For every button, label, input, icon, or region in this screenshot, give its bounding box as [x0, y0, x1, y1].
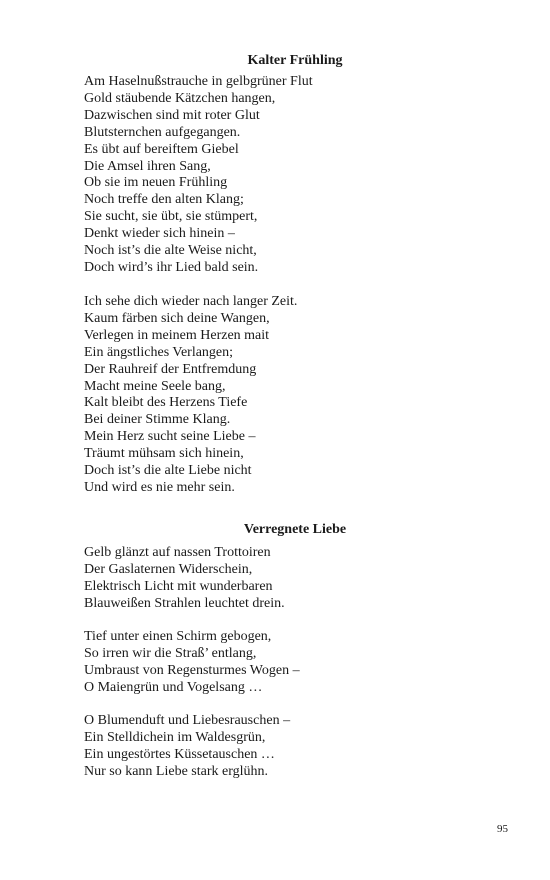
verse-line: Kaum färben sich deine Wangen,: [84, 310, 270, 326]
verse-line: Macht meine Seele bang,: [84, 378, 226, 394]
verse-line: Ein ängstliches Verlangen;: [84, 344, 234, 360]
verse-line: Dazwischen sind mit roter Glut: [84, 107, 260, 123]
verse-line: O Blumenduft und Liebesrauschen –: [84, 713, 291, 728]
verse-line: Noch ist’s die alte Weise nicht,: [84, 243, 257, 259]
verse-line: Und wird es nie mehr sein.: [84, 479, 235, 495]
verse-line: Umbraust von Regensturmes Wogen –: [84, 662, 300, 678]
verse-line: Die Amsel ihren Sang,: [84, 158, 211, 174]
verse-line: Der Gaslaternen Widerschein,: [84, 561, 253, 577]
verse-line: Kalt bleibt des Herzens Tiefe: [84, 395, 248, 411]
verse-line: Ein ungestörtes Küssetauschen …: [84, 746, 275, 762]
verse-line: Elektrisch Licht mit wunderbaren: [84, 578, 273, 594]
page-number: 95: [497, 823, 508, 835]
verse-line: Verlegen in meinem Herzen mait: [84, 327, 270, 343]
verse-line: Ich sehe dich wieder nach langer Zeit.: [84, 294, 298, 309]
verse-line: Mein Herz sucht seine Liebe –: [84, 429, 256, 445]
verse-line: Nur so kann Liebe stark erglühn.: [84, 763, 269, 779]
verse-line: Denkt wieder sich hinein –: [84, 226, 235, 242]
verse-line: Träumt mühsam sich hinein,: [84, 446, 244, 462]
verse-line: Es übt auf bereiftem Giebel: [84, 141, 239, 157]
poem-title: Kalter Frühling: [247, 53, 343, 68]
poem-title: Verregnete Liebe: [243, 522, 347, 537]
verse-line: Doch ist’s die alte Liebe nicht: [84, 463, 252, 479]
verse-line: Am Haselnußstrauche in gelbgrüner Flut: [84, 74, 313, 89]
stanza: [84, 74, 524, 277]
verse-line: Blutsternchen aufgegangen.: [84, 124, 241, 140]
verse-line: Tief unter einen Schirm gebogen,: [84, 629, 272, 644]
verse-line: Doch wird’s ihr Lied bald sein.: [84, 259, 259, 275]
verse-line: Gold stäubende Kätzchen hangen,: [84, 90, 276, 106]
verse-line: Noch treffe den alten Klang;: [84, 192, 244, 208]
stanza: [84, 294, 524, 497]
verse-line: Der Rauhreif der Entfremdung: [84, 361, 257, 377]
verse-line: Blauweißen Strahlen leuchtet drein.: [84, 595, 285, 611]
verse-line: Bei deiner Stimme Klang.: [84, 412, 231, 428]
stanza: [84, 713, 524, 781]
verse-line: Gelb glänzt auf nassen Trottoiren: [84, 545, 271, 560]
verse-line: Sie sucht, sie übt, sie stümpert,: [84, 209, 258, 225]
verse-line: So irren wir die Straß’ entlang,: [84, 645, 257, 661]
stanza: [84, 629, 524, 697]
verse-line: O Maiengrün und Vogelsang …: [84, 679, 263, 695]
verse-line: Ein Stelldichein im Waldesgrün,: [84, 729, 266, 745]
stanza: [84, 545, 524, 613]
verse-line: Ob sie im neuen Frühling: [84, 175, 228, 191]
